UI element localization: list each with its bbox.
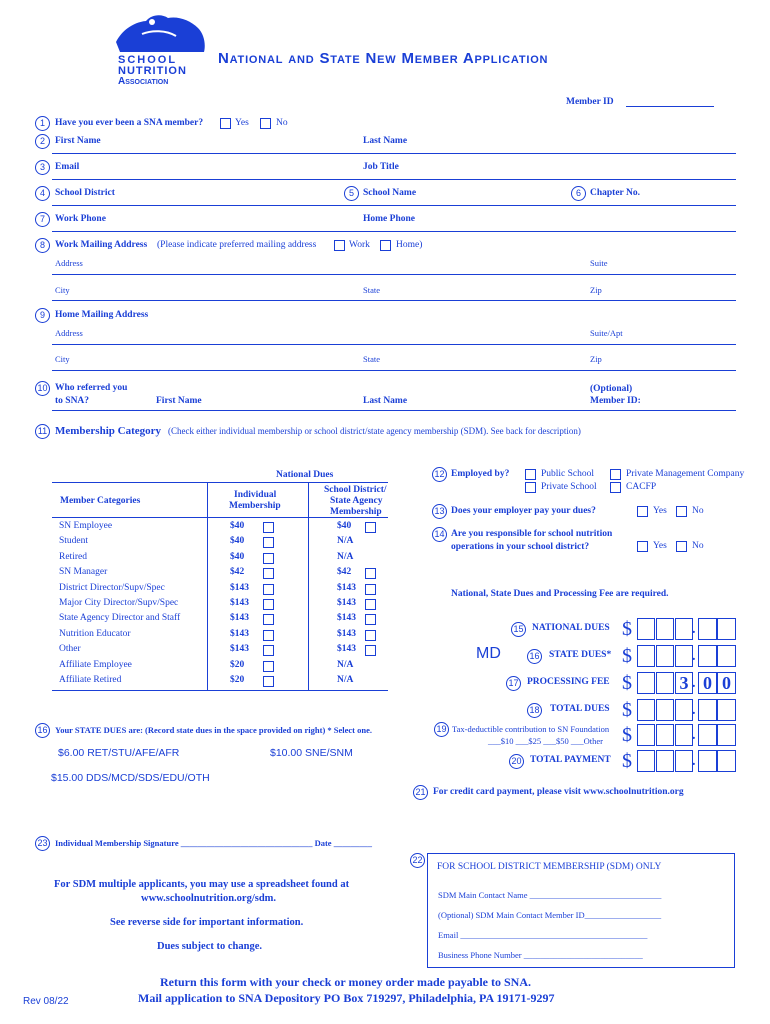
q16r-amount-box[interactable] (656, 645, 674, 667)
q16r-dollar: $ (622, 645, 632, 667)
sdm-contact-name[interactable]: SDM Main Contact Name _______________________________ (438, 890, 662, 900)
dues-row-sdm: N/A (337, 675, 354, 685)
work-zip-sub: Zip (590, 285, 602, 295)
referrer-member-id-label: Member ID: (590, 396, 641, 406)
return-note-2: Mail application to SNA Depository PO Box 719297, Philadelphia, PA 19171-9297 (138, 991, 555, 1005)
col-individual-1: Individual (234, 490, 277, 500)
q7-line[interactable] (52, 231, 736, 232)
dues-row-category: Retired (59, 551, 87, 562)
responsible-yes-checkbox[interactable] (637, 541, 648, 552)
dues-row-individual: $143 (230, 598, 249, 608)
q10-line[interactable] (52, 410, 736, 411)
dues-row-individual-checkbox[interactable] (263, 599, 274, 610)
q1-yes-label: Yes (235, 118, 249, 128)
home-state-sub: State (363, 354, 380, 364)
member-id-line[interactable] (626, 106, 714, 107)
q18-number: 18 (527, 703, 542, 718)
col-individual-2: Membership (229, 501, 281, 511)
preferred-home-checkbox[interactable] (380, 240, 391, 251)
dues-row-individual: $143 (230, 628, 249, 639)
member-id-label: Member ID (566, 97, 614, 107)
q19-amount-box[interactable] (717, 724, 736, 746)
q23-number: 23 (35, 836, 50, 851)
q16r-decimal-point: . (692, 649, 696, 664)
sdm-business-phone[interactable]: Business Phone Number ____________________________ (438, 950, 643, 960)
q18-amount-box[interactable] (675, 699, 693, 721)
col-sdm-1: School District/ (324, 485, 387, 495)
q17-dollar: $ (622, 672, 632, 694)
home-address-label: Home Mailing Address (55, 310, 149, 320)
dues-row-sdm: $143 (337, 628, 356, 639)
dues-row-sdm: $143 (337, 613, 356, 624)
col-sdm-3: Membership (330, 507, 382, 517)
work-address-line[interactable] (52, 274, 736, 275)
dues-row-individual-checkbox[interactable] (263, 614, 274, 625)
dues-row-individual-checkbox[interactable] (263, 661, 274, 672)
dues-row-individual-checkbox[interactable] (263, 676, 274, 687)
q10-number: 10 (35, 381, 50, 396)
dues-row-category: Nutrition Educator (59, 628, 131, 639)
q2-line[interactable] (52, 153, 736, 154)
state-dues-opt2: $10.00 SNE/SNM (270, 747, 353, 759)
q1-number: 1 (35, 116, 50, 131)
q2-number: 2 (35, 134, 50, 149)
required-note: National, State Dues and Processing Fee are required. (451, 589, 669, 599)
q20-dollar: $ (622, 750, 632, 772)
q14-number: 14 (432, 527, 447, 542)
q15-number: 15 (511, 622, 526, 637)
state-dues-label: Your STATE DUES are: (Record state dues in the space provided on right) * Select one. (55, 725, 373, 735)
first-name-label: First Name (55, 136, 101, 146)
public-school-label: Public School (541, 469, 595, 479)
employer-pay-no-label: No (692, 506, 704, 516)
dues-row-category: SN Employee (59, 521, 113, 531)
dues-row-category: District Director/Supv/Spec (59, 582, 165, 593)
cacfp-checkbox[interactable] (610, 482, 621, 493)
q15-amount-box[interactable] (656, 618, 674, 640)
q1-no-label: No (276, 118, 288, 128)
preferred-home-label: Home) (396, 240, 423, 250)
q1-label: Have you ever been a SNA member? (55, 118, 204, 128)
q13-number: 13 (432, 504, 447, 519)
q16r-amount-box[interactable] (717, 645, 736, 667)
work-city-line[interactable] (52, 300, 736, 301)
national-dues-heading: National Dues (276, 470, 334, 480)
q16r-amount-box[interactable] (698, 645, 717, 667)
credit-card-label: For credit card payment, please visit www.schoolnutrition.org (433, 787, 684, 797)
sdm-note-2: www.schoolnutrition.org/sdm. (141, 893, 277, 904)
dues-row-sdm: N/A (337, 551, 354, 562)
dues-row-sdm-checkbox[interactable] (365, 599, 376, 610)
dues-row-individual-checkbox[interactable] (263, 553, 274, 564)
dues-row-sdm-checkbox[interactable] (365, 614, 376, 625)
membership-category-note: (Check either individual membership or school district/state agency membership (SDM). See back for description) (168, 426, 581, 436)
cacfp-label: CACFP (626, 482, 657, 492)
home-address-line[interactable] (52, 344, 736, 345)
job-title-label: Job Title (363, 162, 399, 172)
dues-row-individual-checkbox[interactable] (263, 537, 274, 548)
dues-row-sdm: $143 (337, 582, 356, 593)
home-suite-sub: Suite/Apt (590, 328, 623, 338)
q15-label: NATIONAL DUES (532, 623, 610, 633)
logo-text-2: NUTRITION (118, 65, 187, 77)
preferred-work-label: Work (349, 240, 370, 250)
q16r-amount-box[interactable] (637, 645, 655, 667)
sdm-email[interactable]: Email ____________________________________________ (438, 930, 648, 940)
dues-row-individual: $42 (230, 567, 245, 578)
chapter-no-label: Chapter No. (590, 188, 640, 198)
dues-col-divider-1 (207, 482, 208, 690)
q21-number: 21 (413, 785, 428, 800)
dues-row-sdm: $143 (337, 644, 356, 655)
work-state-sub: State (363, 285, 380, 295)
public-school-checkbox[interactable] (525, 469, 536, 480)
q19-amount-box[interactable] (675, 724, 693, 746)
q5-number: 5 (344, 186, 359, 201)
dues-row-category: Student (59, 536, 89, 547)
q1-yes-checkbox[interactable] (220, 118, 231, 129)
state-dues-opt3: $15.00 DDS/MCD/SDS/EDU/OTH (51, 772, 210, 784)
dues-row-sdm: N/A (337, 659, 354, 670)
dues-row-individual: $40 (230, 536, 245, 547)
dues-row-sdm-checkbox[interactable] (365, 645, 376, 656)
work-address-label: Work Mailing Address (55, 240, 148, 250)
dues-row-individual-checkbox[interactable] (263, 584, 274, 595)
q18-decimal-point: . (692, 703, 696, 718)
page-title: National and State New Member Application (218, 50, 549, 67)
dues-row-category: SN Manager (59, 567, 108, 578)
dues-row-individual: $40 (230, 521, 245, 531)
dues-row-individual-checkbox[interactable] (263, 645, 274, 656)
dues-row-individual-checkbox[interactable] (263, 630, 274, 641)
private-management-checkbox[interactable] (610, 469, 621, 480)
private-school-label: Private School (541, 482, 597, 492)
contribution-label-1: Tax-deductible contribution to SN Foundation (452, 724, 610, 734)
q20-amount-box[interactable] (637, 750, 655, 772)
q9-number: 9 (35, 308, 50, 323)
q16-number: 16 (35, 723, 50, 738)
q18-amount-box[interactable] (698, 699, 717, 721)
dues-row-category: State Agency Director and Staff (59, 613, 181, 624)
school-district-label: School District (55, 188, 115, 198)
q3-number: 3 (35, 160, 50, 175)
sna-logo-mark (112, 12, 208, 56)
logo-text-1: SCHOOL (118, 54, 178, 66)
dues-row-sdm-checkbox[interactable] (365, 584, 376, 595)
q16r-amount-box[interactable] (675, 645, 693, 667)
work-address-note: (Please indicate preferred mailing address (157, 240, 317, 250)
q4-number: 4 (35, 186, 50, 201)
q15-amount-box[interactable] (637, 618, 655, 640)
q18-dollar: $ (622, 699, 632, 721)
dues-row-individual: $20 (230, 659, 245, 670)
dues-row-sdm-checkbox[interactable] (365, 630, 376, 641)
referred-label-2: to SNA? (55, 396, 90, 406)
logo-text-3: Association (118, 76, 169, 87)
state-prefix: MD (476, 645, 501, 662)
q20-number: 20 (509, 754, 524, 769)
dues-row-category: Affiliate Employee (59, 659, 132, 670)
q18-amount-box[interactable] (656, 699, 674, 721)
home-address-sub: Address (55, 328, 83, 338)
dues-row-individual-checkbox[interactable] (263, 522, 274, 533)
dues-row-individual-checkbox[interactable] (263, 568, 274, 579)
q15-amount-box[interactable] (717, 618, 736, 640)
dues-row-sdm: $42 (337, 567, 352, 578)
q17-amount-box[interactable]: 3 (675, 672, 693, 694)
employer-pay-no-checkbox[interactable] (676, 506, 687, 517)
dues-row-individual: $40 (230, 551, 245, 562)
q20-amount-box[interactable] (717, 750, 736, 772)
sdm-note-1: For SDM multiple applicants, you may use a spreadsheet found at (54, 879, 350, 890)
q19-amount-box[interactable] (637, 724, 655, 746)
last-name-label: Last Name (363, 136, 408, 146)
q17-amount-box[interactable]: 0 (717, 672, 736, 694)
preferred-work-checkbox[interactable] (334, 240, 345, 251)
referrer-optional-label: (Optional) (590, 384, 633, 394)
q15-decimal-point: . (692, 622, 696, 637)
referred-label-1: Who referred you (55, 383, 128, 393)
dues-row-category: Other (59, 644, 81, 655)
q15-amount-box[interactable] (698, 618, 717, 640)
employed-by-label: Employed by? (451, 469, 510, 479)
school-name-label: School Name (363, 188, 417, 198)
home-city-line[interactable] (52, 370, 736, 371)
employer-pay-yes-label: Yes (653, 506, 667, 516)
q15-amount-box[interactable] (675, 618, 693, 640)
q12-number: 12 (432, 467, 447, 482)
q17-number: 17 (506, 676, 521, 691)
dues-row-sdm: N/A (337, 536, 354, 547)
dues-row-sdm-checkbox[interactable] (365, 568, 376, 579)
responsible-yes-label: Yes (653, 541, 667, 551)
work-address-sub: Address (55, 258, 83, 268)
employer-pay-yes-checkbox[interactable] (637, 506, 648, 517)
email-label: Email (55, 162, 80, 172)
referrer-last-name-label: Last Name (363, 396, 408, 406)
dues-row-individual: $143 (230, 644, 249, 655)
return-note-1: Return this form with your check or money order made payable to SNA. (160, 975, 531, 989)
dues-col-divider-2 (308, 482, 309, 690)
responsible-no-checkbox[interactable] (676, 541, 687, 552)
q17-decimal-point: . (692, 676, 696, 691)
q19-amount-box[interactable] (698, 724, 717, 746)
referrer-first-name-label: First Name (156, 396, 202, 406)
signature-label[interactable]: Individual Membership Signature _______________________________ Date _________ (55, 838, 372, 848)
contribution-label-2: ___$10 ___$25 ___$50 ___Other (488, 736, 603, 746)
dues-row-sdm-checkbox[interactable] (365, 522, 376, 533)
dues-row-individual: $143 (230, 582, 249, 593)
q19-dollar: $ (622, 724, 632, 746)
q17-label: PROCESSING FEE (527, 677, 610, 687)
q17-amount-box[interactable] (656, 672, 674, 694)
revision-label: Rev 08/22 (23, 996, 69, 1007)
dues-row-individual: $143 (230, 613, 249, 624)
q16r-label: STATE DUES* (549, 650, 612, 660)
q20-amount-box[interactable] (698, 750, 717, 772)
sdm-heading: FOR SCHOOL DISTRICT MEMBERSHIP (SDM) ONLY (437, 862, 662, 872)
responsible-label-1: Are you responsible for school nutrition (451, 529, 613, 539)
dues-table-bottom (52, 690, 388, 691)
home-zip-sub: Zip (590, 354, 602, 364)
employer-pay-label: Does your employer pay your dues? (451, 506, 596, 516)
q17-amount-box[interactable]: 0 (698, 672, 717, 694)
private-management-label: Private Management Company (626, 469, 745, 479)
q1-no-checkbox[interactable] (260, 118, 271, 129)
q22-number: 22 (410, 853, 425, 868)
q3-line[interactable] (52, 179, 736, 180)
q20-amount-box[interactable] (656, 750, 674, 772)
q19-decimal-point: . (692, 728, 696, 743)
home-city-sub: City (55, 354, 70, 364)
dues-row-sdm: $143 (337, 598, 356, 608)
home-phone-label: Home Phone (363, 214, 415, 224)
sdm-contact-member-id[interactable]: (Optional) SDM Main Contact Member ID__________________ (438, 910, 662, 920)
responsible-no-label: No (692, 541, 704, 551)
q19-number: 19 (434, 722, 449, 737)
q19-amount-box[interactable] (656, 724, 674, 746)
dues-row-category: Affiliate Retired (59, 675, 122, 685)
q20-label: TOTAL PAYMENT (530, 755, 611, 765)
q16r-number: 16 (527, 649, 542, 664)
change-note: Dues subject to change. (157, 941, 262, 952)
q20-amount-box[interactable] (675, 750, 693, 772)
dues-row-individual: $20 (230, 675, 245, 685)
q8-number: 8 (35, 238, 50, 253)
col-sdm-2: State Agency (330, 496, 383, 506)
q18-label: TOTAL DUES (550, 704, 610, 714)
private-school-checkbox[interactable] (525, 482, 536, 493)
dues-row-sdm: $40 (337, 521, 352, 531)
col-member-categories: Member Categories (60, 496, 141, 506)
responsible-label-2: operations in your school district? (451, 542, 590, 552)
state-dues-opt1: $6.00 RET/STU/AFE/AFR (58, 747, 180, 759)
q7-number: 7 (35, 212, 50, 227)
work-city-sub: City (55, 285, 70, 295)
q20-decimal-point: . (692, 754, 696, 769)
dues-row-category: Major City Director/Supv/Spec (59, 598, 179, 608)
membership-category-label: Membership Category (55, 425, 162, 437)
q15-dollar: $ (622, 618, 632, 640)
work-phone-label: Work Phone (55, 214, 106, 224)
reverse-note: See reverse side for important information. (110, 917, 304, 928)
q18-amount-box[interactable] (717, 699, 736, 721)
q18-amount-box[interactable] (637, 699, 655, 721)
q4-line[interactable] (52, 205, 736, 206)
q11-number: 11 (35, 424, 50, 439)
q17-amount-box[interactable] (637, 672, 655, 694)
work-suite-sub: Suite (590, 258, 608, 268)
q6-number: 6 (571, 186, 586, 201)
